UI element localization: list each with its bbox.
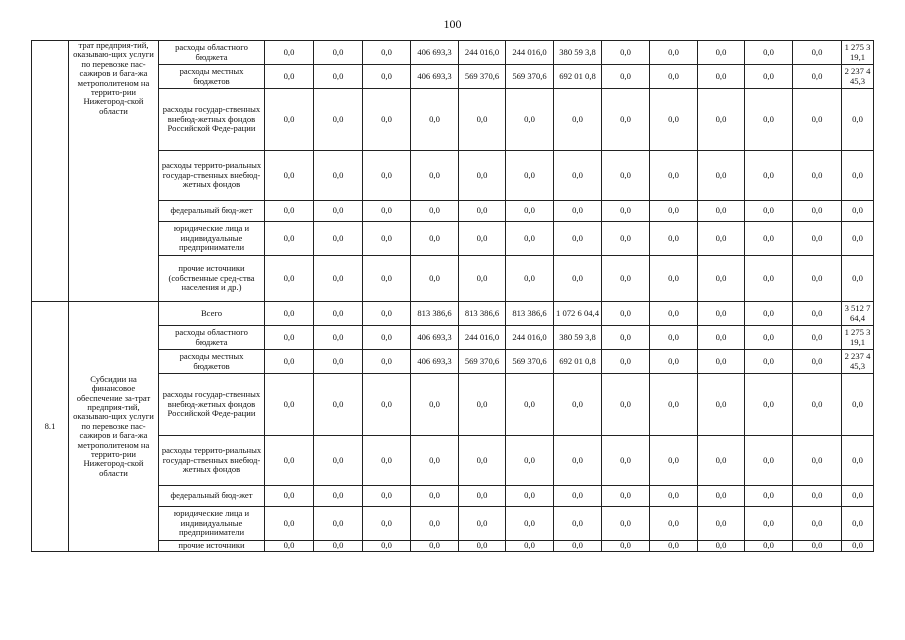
value-cell: 0,0: [842, 541, 874, 552]
table-row: [32, 326, 874, 350]
value-cell: 0,0: [793, 151, 842, 201]
value-cell: 0,0: [314, 326, 363, 350]
value-cell: 0,0: [842, 507, 874, 541]
funding-source-cell: прочие источники: [159, 541, 265, 552]
table-row: [32, 65, 874, 89]
value-cell: 0,0: [745, 541, 793, 552]
value-cell: 0,0: [793, 541, 842, 552]
value-cell: 0,0: [314, 374, 363, 436]
value-cell: 0,0: [265, 436, 314, 486]
funding-source-cell: федеральный бюд-жет: [159, 201, 265, 222]
funding-source-cell: юридические лица и индивидуальные предприниматели: [159, 507, 265, 541]
value-cell: 0,0: [602, 201, 650, 222]
value-cell: 0,0: [554, 374, 602, 436]
value-cell: 0,0: [265, 507, 314, 541]
value-cell: 1 275 3 19,1: [842, 326, 874, 350]
value-cell: 0,0: [265, 89, 314, 151]
value-cell: 0,0: [745, 201, 793, 222]
value-cell: 0,0: [745, 89, 793, 151]
value-cell: 0,0: [459, 374, 506, 436]
value-cell: 0,0: [602, 541, 650, 552]
value-cell: 0,0: [459, 436, 506, 486]
value-cell: 0,0: [793, 350, 842, 374]
value-cell: 0,0: [363, 302, 411, 326]
value-cell: 0,0: [698, 541, 745, 552]
value-cell: 0,0: [602, 486, 650, 507]
value-cell: 0,0: [265, 222, 314, 256]
value-cell: 0,0: [506, 151, 554, 201]
value-cell: 406 693,3: [411, 65, 459, 89]
value-cell: 0,0: [650, 41, 698, 65]
funding-source-cell: расходы областного бюджета: [159, 326, 265, 350]
value-cell: 0,0: [793, 302, 842, 326]
value-cell: 0,0: [602, 374, 650, 436]
value-cell: 0,0: [459, 222, 506, 256]
value-cell: 0,0: [698, 256, 745, 302]
value-cell: 0,0: [554, 151, 602, 201]
value-cell: 0,0: [745, 374, 793, 436]
value-cell: 1 072 6 04,4: [554, 302, 602, 326]
value-cell: 0,0: [265, 65, 314, 89]
table-body: [32, 41, 874, 552]
value-cell: 0,0: [314, 486, 363, 507]
value-cell: 406 693,3: [411, 350, 459, 374]
page-number: 100: [443, 17, 462, 31]
value-cell: 0,0: [793, 41, 842, 65]
value-cell: 0,0: [411, 201, 459, 222]
value-cell: 0,0: [602, 65, 650, 89]
table-row: [32, 89, 874, 151]
table-row: [32, 222, 874, 256]
value-cell: 0,0: [698, 507, 745, 541]
value-cell: 0,0: [793, 65, 842, 89]
table-row: [32, 256, 874, 302]
value-cell: 0,0: [698, 222, 745, 256]
value-cell: 569 370,6: [506, 65, 554, 89]
value-cell: 813 386,6: [411, 302, 459, 326]
value-cell: 244 016,0: [459, 41, 506, 65]
value-cell: 0,0: [650, 507, 698, 541]
value-cell: 0,0: [411, 507, 459, 541]
value-cell: 0,0: [554, 507, 602, 541]
value-cell: 0,0: [745, 507, 793, 541]
value-cell: 0,0: [745, 41, 793, 65]
value-cell: 0,0: [554, 436, 602, 486]
value-cell: 0,0: [314, 436, 363, 486]
value-cell: 0,0: [602, 436, 650, 486]
value-cell: 1 275 3 19,1: [842, 41, 874, 65]
value-cell: 0,0: [363, 350, 411, 374]
value-cell: 0,0: [698, 486, 745, 507]
value-cell: 0,0: [411, 89, 459, 151]
value-cell: 0,0: [554, 486, 602, 507]
value-cell: 0,0: [459, 541, 506, 552]
value-cell: 0,0: [793, 507, 842, 541]
row-number-cell: [32, 41, 69, 302]
value-cell: 0,0: [363, 374, 411, 436]
value-cell: 0,0: [363, 326, 411, 350]
table-row: [32, 374, 874, 436]
value-cell: 0,0: [314, 302, 363, 326]
value-cell: 0,0: [698, 41, 745, 65]
table-row: [32, 151, 874, 201]
value-cell: 0,0: [842, 486, 874, 507]
value-cell: 0,0: [602, 326, 650, 350]
value-cell: 0,0: [265, 302, 314, 326]
value-cell: 0,0: [842, 374, 874, 436]
value-cell: 0,0: [265, 486, 314, 507]
row-number-cell: 8.1: [32, 302, 69, 552]
value-cell: 0,0: [745, 326, 793, 350]
value-cell: 0,0: [314, 201, 363, 222]
value-cell: 0,0: [363, 89, 411, 151]
value-cell: 0,0: [745, 436, 793, 486]
value-cell: 0,0: [793, 222, 842, 256]
value-cell: 0,0: [793, 326, 842, 350]
value-cell: 0,0: [363, 486, 411, 507]
value-cell: 0,0: [650, 65, 698, 89]
funding-source-cell: федеральный бюд-жет: [159, 486, 265, 507]
value-cell: 0,0: [602, 302, 650, 326]
table-row: [32, 350, 874, 374]
table-row: [32, 436, 874, 486]
value-cell: 0,0: [602, 151, 650, 201]
value-cell: 0,0: [506, 201, 554, 222]
value-cell: 0,0: [459, 256, 506, 302]
value-cell: 0,0: [650, 486, 698, 507]
value-cell: 0,0: [745, 256, 793, 302]
value-cell: 0,0: [506, 436, 554, 486]
value-cell: 0,0: [698, 350, 745, 374]
value-cell: 0,0: [602, 222, 650, 256]
value-cell: 0,0: [793, 256, 842, 302]
value-cell: 0,0: [506, 89, 554, 151]
value-cell: 569 370,6: [459, 350, 506, 374]
value-cell: 0,0: [506, 374, 554, 436]
value-cell: 0,0: [842, 201, 874, 222]
value-cell: 692 01 0,8: [554, 65, 602, 89]
value-cell: 0,0: [411, 541, 459, 552]
funding-source-cell: расходы террито-риальных государ-ственных внебюд-жетных фондов: [159, 151, 265, 201]
value-cell: 0,0: [698, 436, 745, 486]
value-cell: 0,0: [265, 374, 314, 436]
value-cell: 0,0: [506, 507, 554, 541]
value-cell: 0,0: [363, 41, 411, 65]
value-cell: 0,0: [459, 486, 506, 507]
value-cell: 0,0: [314, 65, 363, 89]
funding-source-cell: юридические лица и индивидуальные предприниматели: [159, 222, 265, 256]
value-cell: 0,0: [650, 89, 698, 151]
value-cell: 0,0: [506, 486, 554, 507]
value-cell: 0,0: [650, 350, 698, 374]
value-cell: 0,0: [314, 256, 363, 302]
value-cell: 0,0: [842, 222, 874, 256]
value-cell: 0,0: [650, 374, 698, 436]
value-cell: 244 016,0: [459, 326, 506, 350]
value-cell: 0,0: [314, 89, 363, 151]
value-cell: 0,0: [314, 350, 363, 374]
value-cell: 380 59 3,8: [554, 41, 602, 65]
funding-source-cell: расходы государ-ственных внебюд-жетных фондов Российской Феде-рации: [159, 89, 265, 151]
value-cell: 0,0: [411, 486, 459, 507]
value-cell: 0,0: [459, 201, 506, 222]
value-cell: 0,0: [650, 151, 698, 201]
value-cell: 569 370,6: [459, 65, 506, 89]
value-cell: 0,0: [650, 326, 698, 350]
value-cell: 0,0: [554, 201, 602, 222]
value-cell: 2 237 4 45,3: [842, 65, 874, 89]
value-cell: 244 016,0: [506, 41, 554, 65]
value-cell: 0,0: [602, 256, 650, 302]
funding-source-cell: Всего: [159, 302, 265, 326]
value-cell: 0,0: [793, 486, 842, 507]
funding-source-cell: расходы террито-риальных государ-ственных внебюд-жетных фондов: [159, 436, 265, 486]
value-cell: 0,0: [506, 256, 554, 302]
value-cell: 0,0: [650, 222, 698, 256]
value-cell: 0,0: [265, 326, 314, 350]
funding-source-cell: расходы местных бюджетов: [159, 350, 265, 374]
value-cell: 0,0: [265, 41, 314, 65]
value-cell: 0,0: [265, 201, 314, 222]
value-cell: 0,0: [698, 89, 745, 151]
value-cell: 0,0: [314, 507, 363, 541]
funding-source-cell: расходы государ-ственных внебюд-жетных фондов Российской Феде-рации: [159, 374, 265, 436]
value-cell: 0,0: [842, 151, 874, 201]
table-row: [32, 201, 874, 222]
value-cell: 0,0: [411, 436, 459, 486]
value-cell: 0,0: [506, 222, 554, 256]
value-cell: 0,0: [411, 222, 459, 256]
value-cell: 0,0: [554, 256, 602, 302]
value-cell: 0,0: [793, 374, 842, 436]
value-cell: 0,0: [650, 436, 698, 486]
value-cell: 0,0: [698, 326, 745, 350]
value-cell: 0,0: [265, 151, 314, 201]
value-cell: 0,0: [314, 151, 363, 201]
measure-description-cell: Субсидии на финансовое обеспечение за-трат предприя-тий, оказываю-щих услуги по перевозке пас-сажиров и бага-жа метрополитеном на террито-рии Нижегород-ской области: [69, 302, 159, 552]
value-cell: 813 386,6: [506, 302, 554, 326]
value-cell: 0,0: [363, 201, 411, 222]
value-cell: 0,0: [698, 374, 745, 436]
value-cell: 0,0: [363, 151, 411, 201]
value-cell: 0,0: [842, 89, 874, 151]
value-cell: 0,0: [314, 222, 363, 256]
measure-description-cell: трат предприя-тий, оказываю-щих услуги по перевозке пас-сажиров и бага-жа метрополитеном на террито-рии Нижегород-ской области: [69, 41, 159, 302]
funding-source-cell: расходы областного бюджета: [159, 41, 265, 65]
value-cell: 406 693,3: [411, 41, 459, 65]
table-row: [32, 507, 874, 541]
value-cell: 692 01 0,8: [554, 350, 602, 374]
value-cell: 0,0: [842, 256, 874, 302]
value-cell: 0,0: [411, 151, 459, 201]
value-cell: 0,0: [265, 350, 314, 374]
value-cell: 0,0: [602, 41, 650, 65]
value-cell: 0,0: [411, 256, 459, 302]
value-cell: 0,0: [650, 302, 698, 326]
value-cell: 0,0: [698, 302, 745, 326]
value-cell: 0,0: [745, 486, 793, 507]
value-cell: 0,0: [650, 201, 698, 222]
financing-table: [31, 40, 874, 552]
value-cell: 0,0: [459, 507, 506, 541]
value-cell: 0,0: [314, 41, 363, 65]
value-cell: 406 693,3: [411, 326, 459, 350]
value-cell: 0,0: [265, 256, 314, 302]
value-cell: 0,0: [793, 89, 842, 151]
table-row: [32, 541, 874, 552]
value-cell: 0,0: [602, 507, 650, 541]
value-cell: 0,0: [363, 507, 411, 541]
value-cell: 0,0: [842, 436, 874, 486]
value-cell: 0,0: [265, 541, 314, 552]
value-cell: 0,0: [459, 151, 506, 201]
value-cell: 0,0: [698, 65, 745, 89]
value-cell: 0,0: [745, 222, 793, 256]
value-cell: 0,0: [793, 436, 842, 486]
value-cell: 0,0: [554, 541, 602, 552]
value-cell: 0,0: [602, 89, 650, 151]
value-cell: 0,0: [459, 89, 506, 151]
value-cell: 0,0: [411, 374, 459, 436]
value-cell: 0,0: [698, 151, 745, 201]
table-row: [32, 486, 874, 507]
value-cell: 0,0: [506, 541, 554, 552]
value-cell: 0,0: [554, 222, 602, 256]
value-cell: 569 370,6: [506, 350, 554, 374]
value-cell: 0,0: [650, 541, 698, 552]
funding-source-cell: расходы местных бюджетов: [159, 65, 265, 89]
value-cell: 0,0: [745, 350, 793, 374]
value-cell: 380 59 3,8: [554, 326, 602, 350]
value-cell: 244 016,0: [506, 326, 554, 350]
value-cell: 0,0: [602, 350, 650, 374]
table-row: [32, 41, 874, 65]
value-cell: 0,0: [745, 65, 793, 89]
value-cell: 0,0: [363, 436, 411, 486]
value-cell: 0,0: [698, 201, 745, 222]
value-cell: 0,0: [363, 541, 411, 552]
value-cell: 2 237 4 45,3: [842, 350, 874, 374]
value-cell: 0,0: [363, 65, 411, 89]
value-cell: 0,0: [745, 151, 793, 201]
value-cell: 3 512 7 64,4: [842, 302, 874, 326]
value-cell: 0,0: [554, 89, 602, 151]
value-cell: 0,0: [363, 222, 411, 256]
value-cell: 0,0: [650, 256, 698, 302]
value-cell: 0,0: [363, 256, 411, 302]
value-cell: 0,0: [745, 302, 793, 326]
table-row: [32, 302, 874, 326]
value-cell: 813 386,6: [459, 302, 506, 326]
value-cell: 0,0: [314, 541, 363, 552]
funding-source-cell: прочие источники (собственные сред-ства населения и др.): [159, 256, 265, 302]
value-cell: 0,0: [793, 201, 842, 222]
